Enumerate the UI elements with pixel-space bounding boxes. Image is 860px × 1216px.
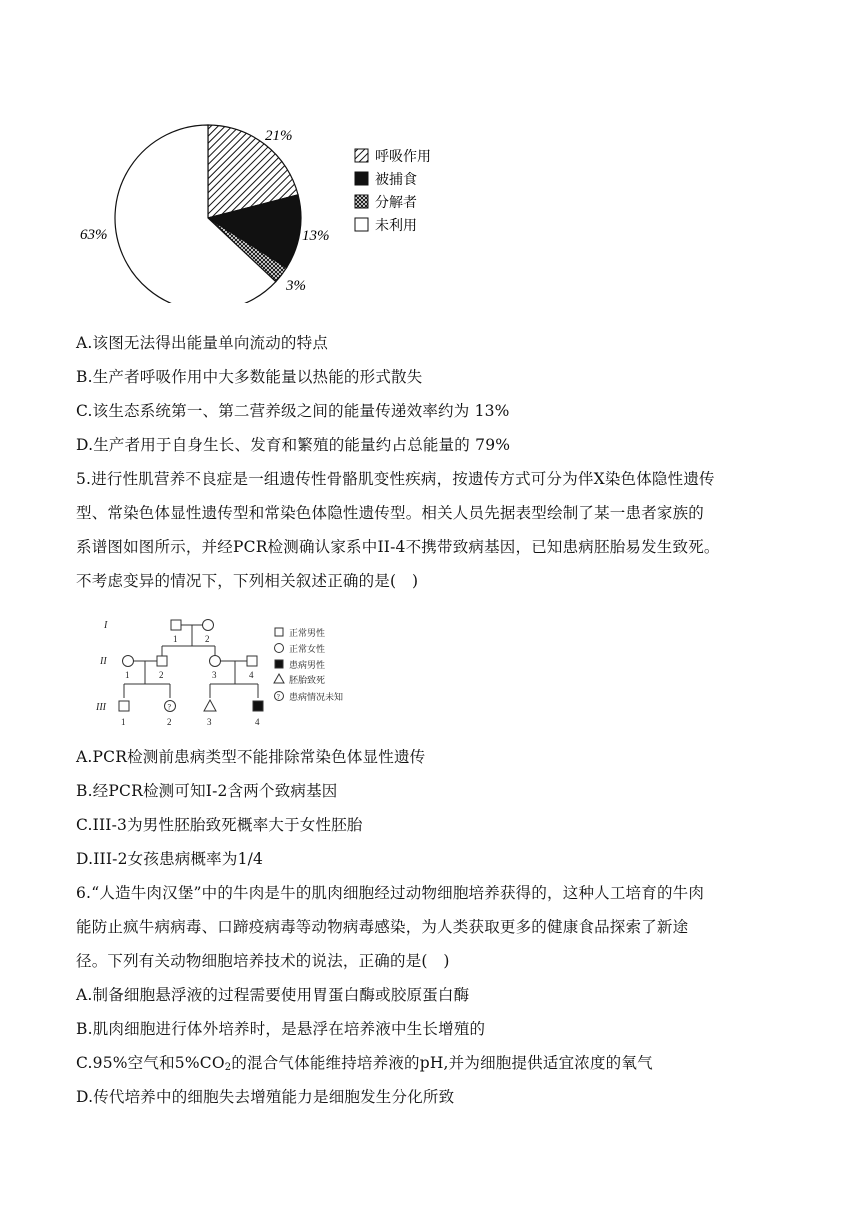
pie-label-respiration: 21% [265, 128, 293, 144]
legend-affected-male-label: 患病男性 [289, 660, 326, 670]
legend-unknown-question-mark: ? [276, 693, 280, 701]
q4-option-d: D.生产者用于自身生长、发育和繁殖的能量约占总能量的 79% [76, 436, 511, 454]
legend-normal-female-label: 正常女性 [289, 644, 326, 654]
svg-text:2: 2 [159, 670, 164, 680]
legend-swatch-hatch [355, 149, 368, 162]
legend-swatch-cross [355, 195, 368, 208]
svg-text:1: 1 [121, 717, 126, 727]
legend-normal-male-symbol [275, 628, 283, 636]
q5-stem-line3: 系谱图如图所示，并经PCR检测确认家系中II-4不携带致病基因，已知患病胚胎易发生致死。 [76, 538, 720, 556]
svg-text:4: 4 [255, 717, 260, 727]
pie-slices [115, 125, 301, 303]
energy-pie-chart [70, 118, 470, 303]
svg-text:1: 1 [173, 634, 178, 644]
legend-swatch-solid [355, 172, 368, 185]
legend-label-respiration: 呼吸作用 [375, 150, 431, 165]
pedigree-gen-I: I [104, 620, 108, 631]
svg-text:3: 3 [212, 670, 217, 680]
q5-stem-line4: 不考虑变异的情况下，下列相关叙述正确的是( ) [76, 572, 419, 590]
pedigree-III-2-question-mark: ? [167, 702, 172, 712]
q4-option-c: C.该生态系统第一、第二营养级之间的能量传递效率约为 13% [76, 402, 510, 420]
pedigree-II-3-normal-female [210, 656, 221, 667]
pedigree-III-1-normal-male [119, 701, 129, 711]
legend-embryo-death-symbol [274, 674, 284, 683]
svg-text:2: 2 [167, 717, 172, 727]
pedigree-III-3-embryo-death [204, 700, 216, 711]
pie-legend [355, 149, 431, 234]
q5-option-c: C.III-3为男性胚胎致死概率大于女性胚胎 [76, 816, 363, 834]
pedigree-I-2-normal-female [203, 620, 214, 631]
legend-unknown-label: 患病情况未知 [289, 692, 344, 702]
q6-stem-line1: 6.“人造牛肉汉堡”中的牛肉是牛的肌肉细胞经过动物细胞培养获得的，这种人工培育的牛肉 [76, 884, 705, 902]
pedigree-II-4-normal-male [247, 656, 257, 666]
pie-label-unused: 63% [80, 227, 108, 243]
svg-text:1: 1 [125, 670, 130, 680]
legend-label-decomposer: 分解者 [375, 196, 417, 211]
q5-option-b: B.经PCR检测可知I-2含两个致病基因 [76, 782, 338, 800]
pedigree-gen-II: II [100, 656, 107, 667]
pie-label-decomposer: 3% [286, 278, 306, 294]
q6-option-d: D.传代培养中的细胞失去增殖能力是细胞发生分化所致 [76, 1088, 455, 1106]
legend-normal-female-symbol [275, 644, 284, 653]
legend-label-unused: 未利用 [375, 219, 417, 234]
legend-swatch-blank [355, 218, 368, 231]
q5-stem-line2: 型、常染色体显性遗传型和常染色体隐性遗传型。相关人员先据表型绘制了某一患者家族的 [76, 504, 705, 522]
q6-option-a: A.制备细胞悬浮液的过程需要使用胃蛋白酶或胶原蛋白酶 [76, 986, 470, 1004]
q6-stem-line3: 径。下列有关动物细胞培养技术的说法，正确的是( ) [76, 952, 450, 970]
q5-option-d: D.III-2女孩患病概率为1/4 [76, 850, 264, 868]
q6-stem-line2: 能防止疯牛病病毒、口蹄疫病毒等动物病毒感染，为人类获取更多的健康食品探索了新途 [76, 918, 689, 936]
pedigree-I-1-normal-male [171, 620, 181, 630]
pedigree-III-4-affected-male [253, 701, 263, 711]
q6-option-b: B.肌肉细胞进行体外培养时，是悬浮在培养液中生长增殖的 [76, 1020, 486, 1038]
pedigree-chart [90, 612, 390, 730]
legend-affected-male-symbol [275, 660, 283, 668]
pedigree-II-1-normal-female [123, 656, 134, 667]
pie-label-predation: 13% [302, 228, 330, 244]
svg-text:4: 4 [249, 670, 254, 680]
q6-option-c: C.95%空气和$5\%CO_2$的混合气体能维持培养液的pH,并为细胞提供适宜浓度的氧气 [76, 1054, 653, 1073]
legend-normal-male-label: 正常男性 [289, 628, 326, 638]
pedigree-gen-III: III [96, 702, 106, 713]
q5-option-a: A.PCR检测前患病类型不能排除常染色体显性遗传 [76, 748, 426, 766]
pedigree-II-2-normal-male [157, 656, 167, 666]
q5-stem-line1: 5.进行性肌营养不良症是一组遗传性骨骼肌变性疾病，按遗传方式可分为伴X染色体隐性遗传 [76, 470, 715, 488]
svg-text:3: 3 [207, 717, 212, 727]
q4-option-b: B.生产者呼吸作用中大多数能量以热能的形式散失 [76, 368, 423, 386]
legend-label-predation: 被捕食 [375, 173, 417, 188]
legend-embryo-death-label: 胚胎致死 [289, 675, 326, 685]
q4-option-a: A.该图无法得出能量单向流动的特点 [76, 334, 329, 352]
svg-text:2: 2 [205, 634, 210, 644]
